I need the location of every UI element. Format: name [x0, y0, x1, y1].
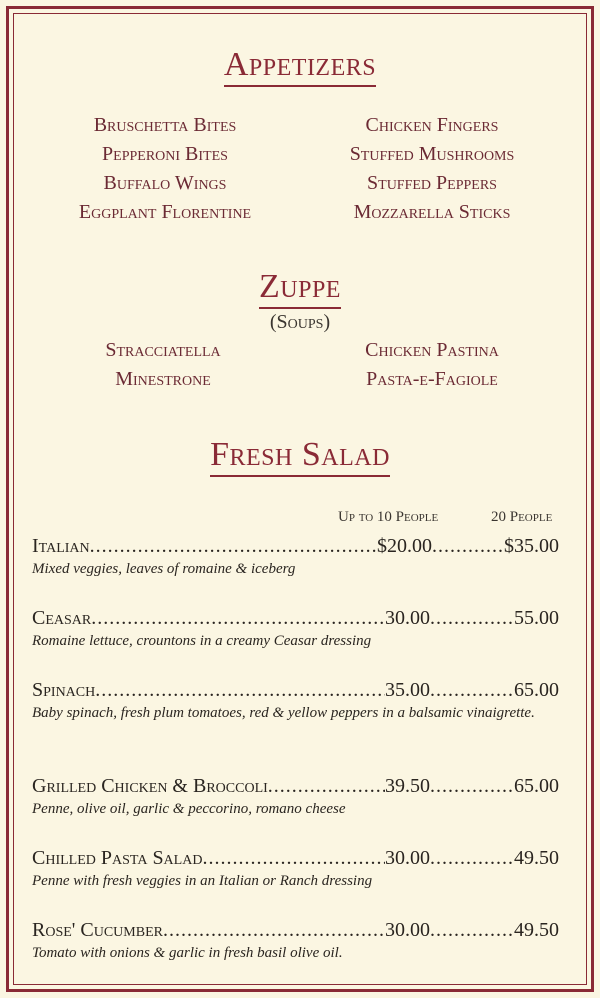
leader-dots	[90, 536, 377, 556]
leader-dots	[430, 776, 514, 796]
zuppe-title: Zuppe	[0, 270, 600, 304]
price-20: 65.00	[514, 679, 559, 701]
salad-row	[32, 680, 559, 700]
price-10: 30.00	[385, 919, 430, 941]
salad-name: Ceasar	[32, 607, 92, 629]
leader-dots	[432, 536, 504, 556]
appetizers-title: Appetizers	[0, 48, 600, 82]
salad-row	[32, 848, 559, 868]
salad-description: Penne, olive oil, garlic & peccorino, romano cheese	[32, 801, 346, 817]
column-header-10: Up to 10 People	[338, 509, 439, 525]
salad-description: Tomato with onions & garlic in fresh basil olive oil.	[32, 945, 343, 961]
leader-dots	[430, 680, 514, 700]
price-20: 65.00	[514, 775, 559, 797]
appetizer-item: Chicken Fingers	[365, 114, 499, 136]
soup-item: Minestrone	[115, 368, 211, 390]
salad-description: Penne with fresh veggies in an Italian or Ranch dressing	[32, 873, 373, 889]
salad-row	[32, 776, 559, 796]
appetizer-item: Bruschetta Bites	[93, 114, 237, 136]
appetizer-item: Mozzarella Sticks	[353, 201, 511, 223]
price-10: 30.00	[385, 607, 430, 629]
salad-row	[32, 920, 559, 940]
salad-row	[32, 536, 559, 556]
soup-item: Pasta-e-Fagiole	[366, 368, 498, 390]
price-10: 30.00	[385, 847, 430, 869]
salad-name: Chilled Pasta Salad	[32, 847, 203, 869]
salad-description: Romaine lettuce, crountons in a creamy Ceasar dressing	[32, 633, 372, 649]
salad-title: Fresh Salad	[0, 438, 600, 472]
salad-name: Italian	[32, 535, 90, 557]
price-20: 49.50	[514, 919, 559, 941]
appetizer-item: Stuffed Mushrooms	[349, 143, 515, 165]
appetizer-item: Stuffed Peppers	[367, 172, 497, 194]
price-20: 55.00	[514, 607, 559, 629]
soup-item: Chicken Pastina	[365, 339, 499, 361]
salad-name: Spinach	[32, 679, 96, 701]
salad-name: Rose' Cucumber	[32, 919, 163, 941]
leader-dots	[91, 608, 385, 628]
zuppe-subtitle: (Soups)	[269, 311, 331, 333]
leader-dots	[430, 608, 514, 628]
appetizer-item: Eggplant Florentine	[78, 201, 252, 223]
leader-dots	[430, 920, 514, 940]
leader-dots	[95, 680, 385, 700]
salad-description: Mixed veggies, leaves of romaine & iceberg	[32, 561, 296, 577]
price-10: 39.50	[385, 775, 430, 797]
price-20: $35.00	[504, 535, 559, 557]
price-10: 35.00	[385, 679, 430, 701]
appetizer-item: Pepperoni Bites	[102, 143, 228, 165]
price-20: 49.50	[514, 847, 559, 869]
salad-description: Baby spinach, fresh plum tomatoes, red & yellow peppers in a balsamic vinaigrette.	[32, 705, 535, 721]
salad-name: Grilled Chicken & Broccoli	[32, 775, 268, 797]
leader-dots	[202, 848, 385, 868]
appetizer-item: Buffalo Wings	[103, 172, 227, 194]
leader-dots	[163, 920, 385, 940]
leader-dots	[268, 776, 385, 796]
leader-dots	[430, 848, 514, 868]
soup-item: Stracciatella	[105, 339, 221, 361]
column-header-20: 20 People	[491, 509, 553, 525]
price-10: $20.00	[377, 535, 432, 557]
salad-row	[32, 608, 559, 628]
